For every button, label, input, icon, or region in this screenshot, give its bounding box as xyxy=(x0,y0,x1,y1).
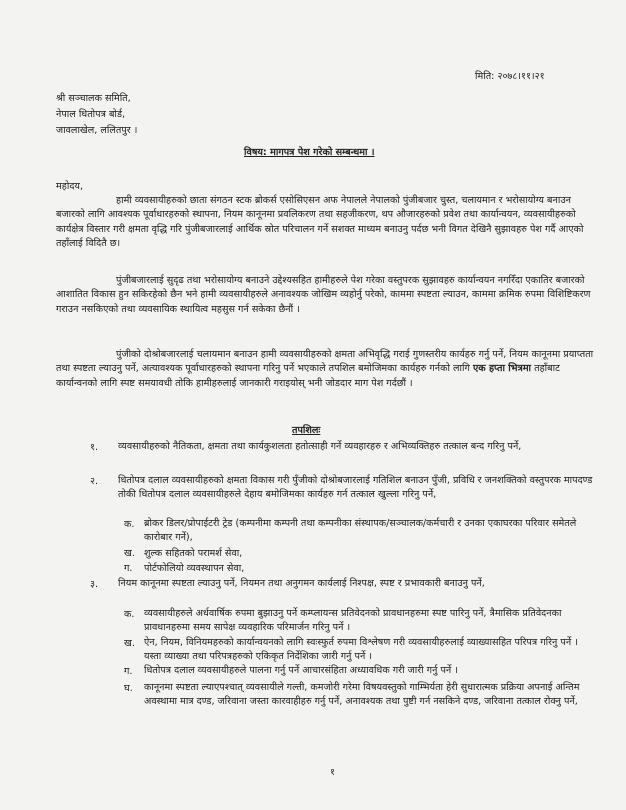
item-2-sub-b-label: ख. xyxy=(124,548,135,559)
paragraph-3-emphasis: एक हप्ता भित्रमा xyxy=(472,363,532,375)
paragraph-3-part-a: पुंजीको दोश्रोबजारलाई चलायमान बनाउन हामी व्यवसायीहरुको क्षमता अभिवृद्धि गराई गुणस्तरीय कार्यहरु गर्नु पर्ने, नियम कानूनमा प्रयाप्तता तथा स्पष्टता ल्याउनु पर्ने, अत्यावश्यक पूर्वाधारहरुको स्थापना गरिनु पर्ने भएकाले तपशिल बमोजिमका कार्यहरु गर्नको लागि xyxy=(56,349,594,375)
paragraph-1: हामी व्यवसायीहरुको छाता संगठन स्टक ब्रोकर्स एसोसिएसन अफ नेपालले नेपालको पुंजीबजार चुस्त, चलायमान र भरोसायोग्य बनाउन बजारको लागि आवश्यक पूर्वाधारहरुको स्थापना, नियम कानूनमा प्रवलिकरण तथा सहजीकरण, थप औजारहरुको प्रवेश तथा कार्यान्वयन, व्यवसायीहरुको कार्यक्षेत्र विस्तार गरी क्षमता वृद्धि गरि पुंजीबजारलाई आर्थिक स्रोत परिचालन गर्ने सशक्त माध्यम बनाउनु पर्दछ भनी विगत देखिनै सुझावहरु पेश गर्दै आएको तहाँलाई विदितै छ। xyxy=(56,195,584,250)
tapsil-heading: तपशिलः xyxy=(292,425,321,436)
addressee-line-1: श्री सञ्चालक समिति, xyxy=(56,93,131,104)
item-3-sub-b-label: ख. xyxy=(124,638,135,649)
subject-line: विषय: मागपत्र पेश गरेको सम्बन्धमा । xyxy=(244,147,375,158)
item-3-text: नियम कानूनमा स्पष्टता ल्याउनु पर्ने, नियमन तथा अनुगमन कार्यलाई निश्पक्ष, स्पष्ट र प्रभावकारी बनाउनु पर्ने, xyxy=(118,578,485,589)
paragraph-3 xyxy=(56,348,596,391)
addressee-line-3: जावलाखेल, ललितपुर । xyxy=(56,125,138,136)
paragraph-3-part-b: तहाँबाट कार्यान्वनको लागि स्पष्ट समयावधी तोकि हामीहरुलाई जानकारी गराइयोस् भनी जोडदार माग पेश गर्दछौं । xyxy=(56,363,560,389)
item-3-sub-d-label: घ. xyxy=(124,683,133,694)
paragraph-2: पुंजीबजारलाई सुदृढ तथा भरोसायोग्य बनाउने उद्देश्यसहित हामीहरुले पेश गरेका वस्तुपरक सुझावहरु कार्यान्वयन नगरिँदा एकातिर बजारको आशातित विकास हुन सकिरहेको छैन भने हामी व्यवसायीहरुले अनावश्यक जोखिम व्यहोर्नु परेको, काममा स्पष्टता ल्याउन, काममा क्रमिक रुपमा विशिष्टिकरण गराउन नसकिएको तथा व्यवसायिक स्थायित्व महसुस गर्न सकेका छैनौं । xyxy=(56,275,591,315)
item-3-sub-a-label: क. xyxy=(124,609,135,620)
addressee-line-2: नेपाल धितोपत्र बोर्ड, xyxy=(56,109,126,120)
item-3-number: ३. xyxy=(90,579,99,590)
item-2-number: २. xyxy=(90,476,99,487)
page-number: १ xyxy=(330,767,335,778)
item-2-sub-a-label: क. xyxy=(124,519,135,530)
salutation: महोदय, xyxy=(56,181,84,192)
item-3-sub-a-text: व्यवसायीहरुले अर्धवार्षिक रुपमा बुझाउनु पर्ने कम्प्लायन्स प्रतिवेदनको प्रावधानहरुमा स्पष्ट पारिनु पर्ने, त्रैमासिक प्रतिवेदनका प्रावधानहरुमा समय सापेक्ष व्यवहारिक परिमार्जन गरिनु पर्ने । xyxy=(144,608,562,634)
letter-date: मिति: २०७८।११।२१ xyxy=(475,71,545,82)
item-3-sub-d-text: कानूनमा स्पष्टता ल्याएपश्चात् व्यवसायीले गल्ती, कमजोरी गरेमा विषयवस्तुको गाम्भिर्यता हेरी सुधारात्मक प्रक्रिया अपनाई अन्तिम अवस्थामा मात्र दण्ड, जरिवाना जस्ता कारवाहीहरु गर्नु पर्ने, अनावश्यक तथा पुष्टी गर्न नसकिने दण्ड, जरिवाना तत्काल रोक्नु पर्ने, xyxy=(144,682,580,708)
item-2-sub-a-text: ब्रोकर डिलर/प्रोपाईटरी ट्रेड (कम्पनीमा कम्पनी तथा कम्पनीका संस्थापक/सञ्चालक/कर्मचारी र उनका एकाघरका परिवार समेतले कारोबार गर्ने), xyxy=(144,518,577,544)
item-2-sub-c-text: पोर्टफोलियो व्यवस्थापन सेवा, xyxy=(144,563,245,574)
item-1-number: १. xyxy=(90,442,99,453)
item-2-sub-b-text: शुल्क सहितको परामर्श सेवा, xyxy=(144,548,243,559)
item-3-sub-c-text: धितोपत्र दलाल व्यवसायीहरुले पालना गर्नु पर्ने आचारसंहिता अध्यावधिक गरी जारी गर्नु पर्ने । xyxy=(144,665,458,676)
item-2-sub-c-label: ग. xyxy=(124,563,133,574)
item-2-text: धितोपत्र दलाल व्यवसायीहरुको क्षमता विकास गरी पुँजीको दोश्रोबजारलाई गतिशिल बनाउन पुँजी, प्रविधि र जनशक्तिको वस्तुपरक मापदण्ड तोकी धितोपत्र दलाल व्यवसायीहरुले देहाय बमोजिमका कार्यहरु गर्न तत्काल खुल्ला गरिनु पर्ने, xyxy=(118,475,593,501)
item-3-sub-c-label: ग. xyxy=(124,666,133,677)
item-3-sub-b-text: ऐन, नियम, विनियमहरुको कार्यान्वयनको लागि स्वःस्फुर्त रुपमा विश्लेषण गरी व्यवसायीहरुलाई व्याख्यासहित परिपत्र गरिनु पर्ने । यस्ता व्याख्या तथा परिपत्रहरुको एकिकृत निर्देशिका जारी गर्नु पर्ने । xyxy=(144,637,578,663)
item-1-text: व्यवसायीहरुको नैतिकता, क्षमता तथा कार्यकुशलता हतोत्साही गर्ने व्यवहारहरु र अभिव्यक्तिहरु तत्काल बन्द गरिनु पर्ने, xyxy=(118,441,522,452)
